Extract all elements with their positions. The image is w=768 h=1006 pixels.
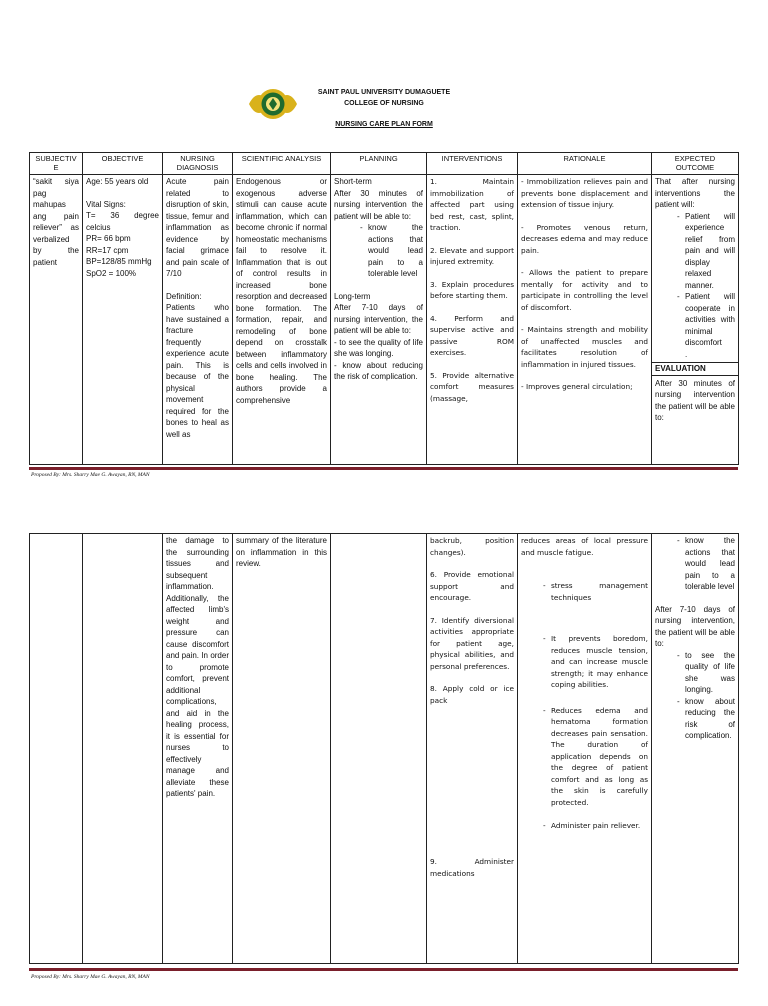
care-plan-table-page-2 (29, 533, 739, 964)
interventions-cell (427, 175, 518, 465)
vital-sign-spo2: SpO2 = 100% (86, 268, 137, 278)
col-nursing-diagnosis: NURSING DIAGNOSIS (163, 153, 233, 175)
col-subjective: SUBJECTIVE (30, 153, 83, 175)
intervention-item: 1. Maintain immobilization of affected part using bed rest, cast, splint, traction. (430, 177, 514, 232)
subjective-cell (30, 534, 83, 964)
col-expected-outcome: EXPECTED OUTCOME (652, 153, 739, 175)
rationale-cell (518, 534, 652, 964)
definition-label: Definition: (166, 291, 202, 301)
intervention-item: 7. Identify diversional activities appropriate for patient age, physical abilities, and personal preferences. (430, 615, 514, 671)
outcome-item: - to see the quality of life she was longing. (685, 650, 735, 696)
objective-age: Age: 55 years old (86, 177, 149, 186)
subjective-cell (30, 175, 83, 465)
outcome-item: - Patient will cooperate in activities with minimal discomfort (685, 291, 735, 349)
vital-signs-label: Vital Signs: (86, 199, 126, 209)
outcome-item: - know the actions that would lead pain to a tolerable level (685, 535, 735, 593)
expected-outcome-cell (652, 534, 739, 964)
col-rationale: RATIONALE (518, 153, 652, 175)
interventions-cell (427, 534, 518, 964)
intervention-item: 5. Provide alternative comfort measures (massage, (430, 370, 514, 403)
vital-sign-pr: PR= 66 bpm (86, 234, 131, 243)
intervention-item: 9. Administer medications (430, 857, 514, 878)
evaluation-text: After 30 minutes of nursing intervention the patient will be able to: (655, 378, 735, 422)
outcome-intro: That after nursing interventions the patient will: (655, 177, 735, 209)
rationale-item: - Promotes venous return, decreases edema and may reduce pain. (521, 222, 648, 255)
planning-cell (331, 534, 427, 964)
objective-cell (83, 534, 163, 964)
rationale-intro: reduces areas of local pressure and muscle fatigue. (521, 536, 648, 557)
vital-sign-rr: RR=17 cpm (86, 245, 129, 255)
expected-outcome-cell (652, 175, 739, 465)
short-term-item: - know the actions that would lead pain to a tolerable level (368, 222, 423, 280)
long-term-text: After 7-10 days of nursing intervention, the patient will be able to: (334, 303, 423, 335)
intervention-item: 4. Perform and supervise active and passive ROM exercises. (430, 313, 514, 357)
subjective-text: “sakit siya pag mahupas ang pain reliever” as verbalized by the patient (33, 177, 79, 267)
footer-proposed-by: Proposed By: Mrs. Sharry Mae G. Awayan, RN, MAN (31, 974, 150, 980)
analysis-cell (233, 175, 331, 465)
rationale-item: - Allows the patient to prepare mentally for activity and to participate in controlling the level of discomfort. (521, 268, 648, 312)
header-row (30, 153, 739, 175)
footer-rule (29, 968, 738, 971)
planning-cell (331, 175, 427, 465)
short-term-text: After 30 minutes of nursing intervention the patient will be able to: (334, 188, 423, 221)
rationale-item: - stress management techniques (551, 580, 648, 603)
long-term-item-2: - know about reducing the risk of complication. (334, 360, 423, 381)
college-name: COLLEGE OF NURSING (344, 100, 424, 107)
intervention-item: backrub, position changes). (430, 536, 514, 557)
university-name: SAINT PAUL UNIVERSITY DUMAGUETE (317, 89, 451, 96)
table-row (30, 534, 739, 964)
diagnosis-text: Acute pain related to disruption of skin, tissue, femur and inflammation as evidence by facial grimace and pain scale of 7/10 (166, 177, 229, 278)
diagnosis-cell (163, 175, 233, 465)
analysis-text: Endogenous or exogenous adverse stimuli can cause acute inflammation, which can become chronic if normal homeostatic mechanisms fail to resolve it. Inflammation that is out of control results in increased bone resorption and decreased bone formation. The formation, repair, and remodeling of bone depend on crosstalk between inflammatory cells and cells involved in bone healing. The authors provide a comprehensive (236, 177, 327, 405)
short-term-label: Short-term (334, 177, 372, 186)
objective-cell (83, 175, 163, 465)
intervention-item: 6. Provide emotional support and encourage. (430, 570, 514, 602)
long-term-item-1: - to see the quality of life she was longing. (334, 337, 423, 358)
rationale-cell (518, 175, 652, 465)
care-plan-table-page-1 (29, 152, 739, 465)
rationale-item: - It prevents boredom, reduces muscle tension, and can increase muscle strength; it may enhance coping abilities. (551, 633, 648, 691)
table-row (30, 175, 739, 465)
col-scientific-analysis: SCIENTIFIC ANALYSIS (233, 153, 331, 175)
col-planning: PLANNING (331, 153, 427, 175)
rationale-item: - Improves general circulation; (521, 382, 633, 391)
rationale-item: - Maintains strength and mobility of unaffected muscles and facilitates resolution of inflammation in injured tissues. (521, 325, 648, 369)
outcome-trailing: . (685, 349, 688, 359)
intervention-item: 2. Elevate and support injured extremity. (430, 245, 514, 266)
col-interventions: INTERVENTIONS (427, 153, 518, 175)
diagnosis-cell (163, 534, 233, 964)
definition-text: Patients who have sustained a fracture frequently experience acute pain. This is because of the physical movement required for the bones to heal as well as (166, 303, 229, 439)
form-title: NURSING CARE PLAN FORM (335, 121, 433, 128)
analysis-text: summary of the literature on inflammation in this review. (236, 536, 327, 568)
outcome-long-text: After 7-10 days of nursing intervention, the patient will be able to: (655, 604, 735, 648)
rationale-item: - Immobilization relieves pain and prevents bone displacement and extension of tissue injury. (521, 177, 648, 209)
rationale-item: - Reduces edema and hematoma formation decreases pain sensation. The duration of application depends on the degree of patient comfort and as long as the skin is carefully protected. (551, 705, 648, 809)
vital-sign-bp: BP=128/85 mmHg (86, 257, 152, 266)
footer-rule (29, 467, 738, 470)
col-objective: OBJECTIVE (83, 153, 163, 175)
diagnosis-text: the damage to the surrounding tissues and subsequent inflammation. Additionally, the affected limb's weight and pressure can cause discomfort and pain. In order to promote comfort, prevent additional complications, and aid in the healing process, it is essential for nurses to effectively manage and alleviate these patients' pain. (166, 536, 229, 798)
intervention-item: 3. Explain procedures before starting them. (430, 279, 514, 300)
evaluation-label: EVALUATION (652, 362, 738, 376)
long-term-label: Long-term (334, 291, 371, 301)
outcome-item: - Patient will experience relief from pain and will display relaxed manner. (685, 211, 735, 292)
analysis-cell (233, 534, 331, 964)
outcome-item: - know about reducing the risk of complication. (685, 696, 735, 742)
vital-sign-temp: T= 36 degree celcius (86, 211, 159, 232)
intervention-item: 8. Apply cold or ice pack (430, 684, 514, 705)
rationale-item: - Administer pain reliever. (551, 820, 648, 832)
footer-proposed-by: Proposed By: Mrs. Sharry Mae G. Awayan, RN, MAN (31, 472, 150, 478)
